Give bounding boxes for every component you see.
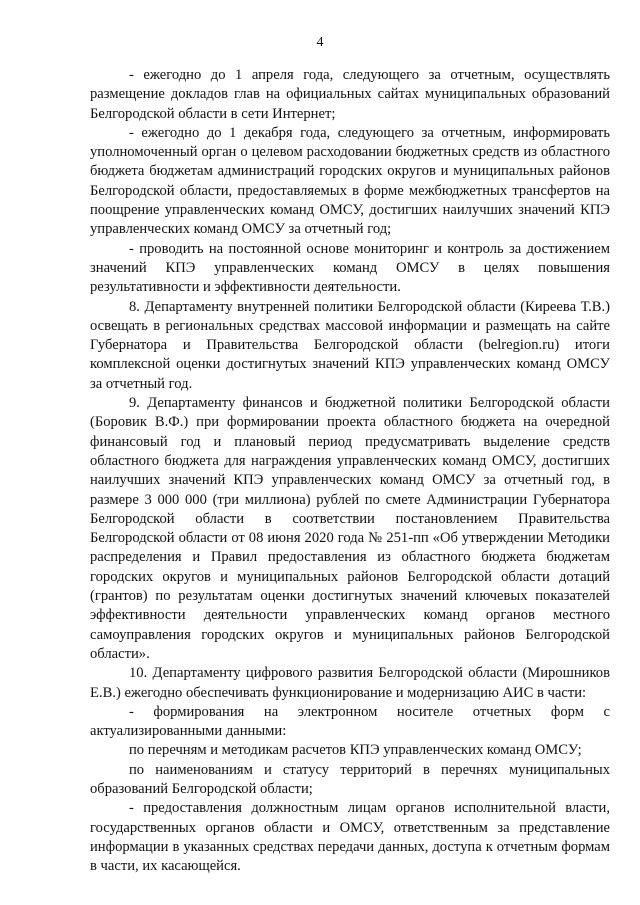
- paragraph-territories: по наименованиям и статусу территорий в перечнях муниципальных образований Белгородской области;: [90, 761, 610, 797]
- paragraph-access: - предоставления должностным лицам органов исполнительной власти, государственных органов области и ОМСУ, ответственным за представление информации в указанных средствах передачи данных, доступа к отчетным формам в части, их касающейся.: [90, 800, 610, 875]
- paragraph-item-8: 8. Департаменту внутренней политики Белгородской области (Киреева Т.В.) освещать в региональных средствах массовой информации и размещать на сайте Губернатора и Правительства Белгородской области (belregion.ru) итоги комплексной оценки достигнутых значений КПЭ управленческих команд ОМСУ за отчетный год.: [90, 298, 610, 392]
- paragraph-kpi-lists: по перечням и методикам расчетов КПЭ управленческих команд ОМСУ;: [129, 742, 582, 759]
- document-body: [90, 66, 610, 876]
- paragraph-item-9: 9. Департаменту финансов и бюджетной политики Белгородской области (Боровик В.Ф.) при формировании проекта областного бюджета на очередной финансовый год и плановый период предусматривать выделение средств областного бюджета для награждения управленческих команд ОМСУ, достигших наилучших значений КПЭ управленческих команд ОМСУ за отчетный год, в размере 3 000 000 (три миллиона) рублей по смете Администрации Губернатора Белгородской области в соответствии постановлением Правительства Белгородской области от 08 июня 2020 года № 251-пп «Об утверждении Методики распределения и Правил предоставления из областного бюджета бюджетам городских округов и муниципальных районов Белгородской области дотаций (грантов) по результатам оценки достигнутых значений ключевых показателей эффективности деятельности управленческих команд органов местного самоуправления городских округов и муниципальных районов Белгородской области».: [90, 395, 610, 662]
- paragraph-forms: - формирования на электронном носителе отчетных форм с актуализированными данными:: [90, 703, 610, 740]
- paragraph-publish-reports: - ежегодно до 1 апреля года, следующего за отчетным, осуществлять размещение докладов глав на официальных сайтах муниципальных образований Белгородской области в сети Интернет;: [90, 67, 610, 122]
- page-number: 4: [316, 35, 324, 50]
- paragraph-inform-spending: - ежегодно до 1 декабря года, следующего за отчетным, информировать уполномоченный орган о целевом расходовании бюджетных средств из областного бюджета бюджетам администраций городских округов и муниципальных районов Белгородской области, предоставляемых в форме межбюджетных трансфертов на поощрение управленческих команд ОМСУ, достигших наилучших значений КПЭ управленческих команд ОМСУ за отчетный год;: [90, 124, 610, 238]
- paragraph-monitoring: - проводить на постоянной основе мониторинг и контроль за достижением значений КПЭ управленческих команд ОМСУ в целях повышения результативности и эффективности деятельности.: [90, 240, 610, 296]
- paragraph-item-10: 10. Департаменту цифрового развития Белгородской области (Мирошников Е.В.) ежегодно обеспечивать функционирование и модернизацию АИС в части:: [90, 665, 610, 701]
